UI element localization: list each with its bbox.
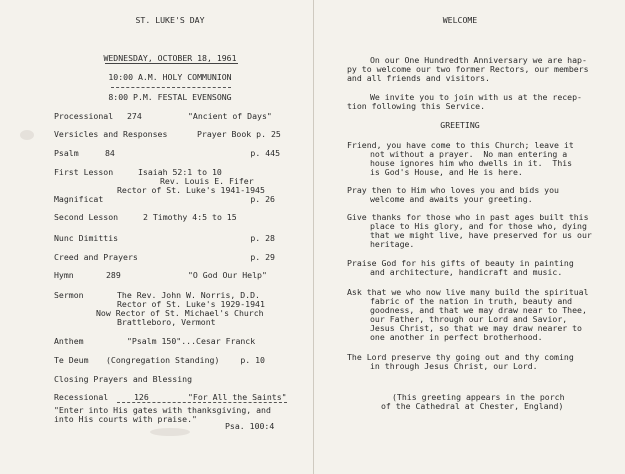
anthem-title: "Psalm 150"...Cesar Franck: [127, 336, 256, 346]
scripture-quote-line1: "Enter into His gates with thanksgiving, and: [54, 405, 271, 415]
welcome-para2-line: We invite you to join with us at the recep-: [370, 92, 582, 102]
greeting-line: welcome and awaits your greeting.: [370, 194, 533, 204]
greeting-line: that we might live, have preserved for us our: [370, 230, 592, 240]
greeting-line: The Lord preserve thy going out and thy coming: [347, 352, 574, 362]
welcome-heading: WELCOME: [442, 15, 478, 25]
processional-hymn: "Ancient of Days": [188, 111, 272, 121]
second-lesson-label: Second Lesson: [54, 212, 119, 222]
magnificat-page: p. 26: [250, 194, 275, 204]
psalm-number: 84: [105, 148, 115, 158]
sermon-location: Brattleboro, Vermont: [117, 317, 216, 327]
closing-prayers-label: Closing Prayers and Blessing: [54, 374, 193, 384]
processional-label: Processional: [54, 111, 114, 121]
recessional-number: 126: [134, 392, 149, 402]
psalm-page: p. 445: [250, 148, 280, 158]
page-title: ST. LUKE'S DAY: [135, 15, 205, 25]
dashed-divider: [111, 87, 231, 88]
greeting-line: fabric of the nation in truth, beauty and: [370, 296, 573, 306]
first-lesson-reader-role: Rector of St. Luke's 1941-1945: [117, 185, 265, 195]
te-deum-note: (Congregation Standing): [106, 355, 220, 365]
greeting-line: and architecture, handicraft and music.: [370, 267, 563, 277]
greeting-line: place to His glory, and for those who, dying: [370, 221, 587, 231]
nunc-dimittis-page: p. 28: [250, 233, 275, 243]
greeting-line: Friend, you have come to this Church; leave it: [347, 140, 574, 150]
recessional-title: "For All the Saints": [188, 392, 287, 402]
anthem-label: Anthem: [54, 336, 84, 346]
greeting-heading: GREETING: [440, 120, 480, 130]
sermon-preacher: The Rev. John W. Norris, D.D.: [117, 290, 260, 300]
evening-service: 8:00 P.M. FESTAL EVENSONG: [108, 92, 232, 102]
te-deum-page: p. 10: [240, 355, 265, 365]
greeting-line: Give thanks for those who in past ages built this: [347, 212, 589, 222]
greeting-line: Ask that we who now live many build the spiritual: [347, 287, 589, 297]
welcome-para1-line: py to welcome our two former Rectors, our members: [347, 64, 589, 74]
nunc-dimittis-label: Nunc Dimittis: [54, 233, 119, 243]
greeting-line: goodness, and that we may draw near to Thee,: [370, 305, 587, 315]
source-note-line: (This greeting appears in the porch: [392, 392, 565, 402]
recessional-dashed-underline: [117, 402, 287, 403]
paper-smudge: [150, 428, 190, 436]
versicles-ref: Prayer Book p. 25: [197, 129, 281, 139]
recessional-label: Recessional: [54, 392, 109, 402]
greeting-line: Jesus Christ, so that we may draw nearer to: [370, 323, 582, 333]
sermon-current-role: Now Rector of St. Michael's Church: [96, 308, 264, 318]
welcome-para1-line: On our One Hundredth Anniversary we are hap-: [370, 55, 587, 65]
greeting-line: is God's House, and He is here.: [370, 167, 523, 177]
processional-number: 274: [127, 111, 142, 121]
greeting-line: our Father, through our Lord and Savior,: [370, 314, 568, 324]
greeting-line: Praise God for his gifts of beauty in painting: [347, 258, 574, 268]
morning-service: 10:00 A.M. HOLY COMMUNION: [108, 72, 232, 82]
sermon-label: Sermon: [54, 290, 84, 300]
greeting-line: heritage.: [370, 239, 415, 249]
greeting-line: in through Jesus Christ, our Lord.: [370, 361, 538, 371]
greeting-line: Pray then to Him who loves you and bids you: [347, 185, 559, 195]
te-deum-label: Te Deum: [54, 355, 89, 365]
source-note-line: of the Cathedral at Chester, England): [381, 401, 564, 411]
hymn-label: Hymn: [54, 270, 74, 280]
welcome-para2-line: tion following this Service.: [347, 101, 486, 111]
versicles-label: Versicles and Responses: [54, 129, 168, 139]
first-lesson-label: First Lesson: [54, 167, 114, 177]
greeting-line: house ignores him who dwells in it. This: [370, 158, 573, 168]
greeting-line: not without a prayer. No man entering a: [370, 149, 568, 159]
second-lesson-ref: 2 Timothy 4:5 to 15: [143, 212, 237, 222]
first-lesson-reader: Rev. Louis E. Fifer: [160, 176, 254, 186]
first-lesson-ref: Isaiah 52:1 to 10: [138, 167, 222, 177]
magnificat-label: Magnificat: [54, 194, 104, 204]
sermon-preacher-role: Rector of St. Luke's 1929-1941: [117, 299, 265, 309]
date-underline: [105, 63, 238, 64]
hymn-title: "O God Our Help": [188, 270, 267, 280]
scripture-reference: Psa. 100:4: [225, 421, 275, 431]
center-fold: [313, 0, 314, 474]
scripture-quote-line2: into His courts with praise.": [54, 414, 197, 424]
welcome-para1-line: and all friends and visitors.: [347, 73, 490, 83]
service-date: WEDNESDAY, OCTOBER 18, 1961: [103, 53, 237, 63]
creed-page: p. 29: [250, 252, 275, 262]
paper-smudge: [20, 130, 34, 140]
psalm-label: Psalm: [54, 148, 79, 158]
hymn-number: 289: [106, 270, 121, 280]
greeting-line: one another in perfect brotherhood.: [370, 332, 543, 342]
creed-label: Creed and Prayers: [54, 252, 138, 262]
